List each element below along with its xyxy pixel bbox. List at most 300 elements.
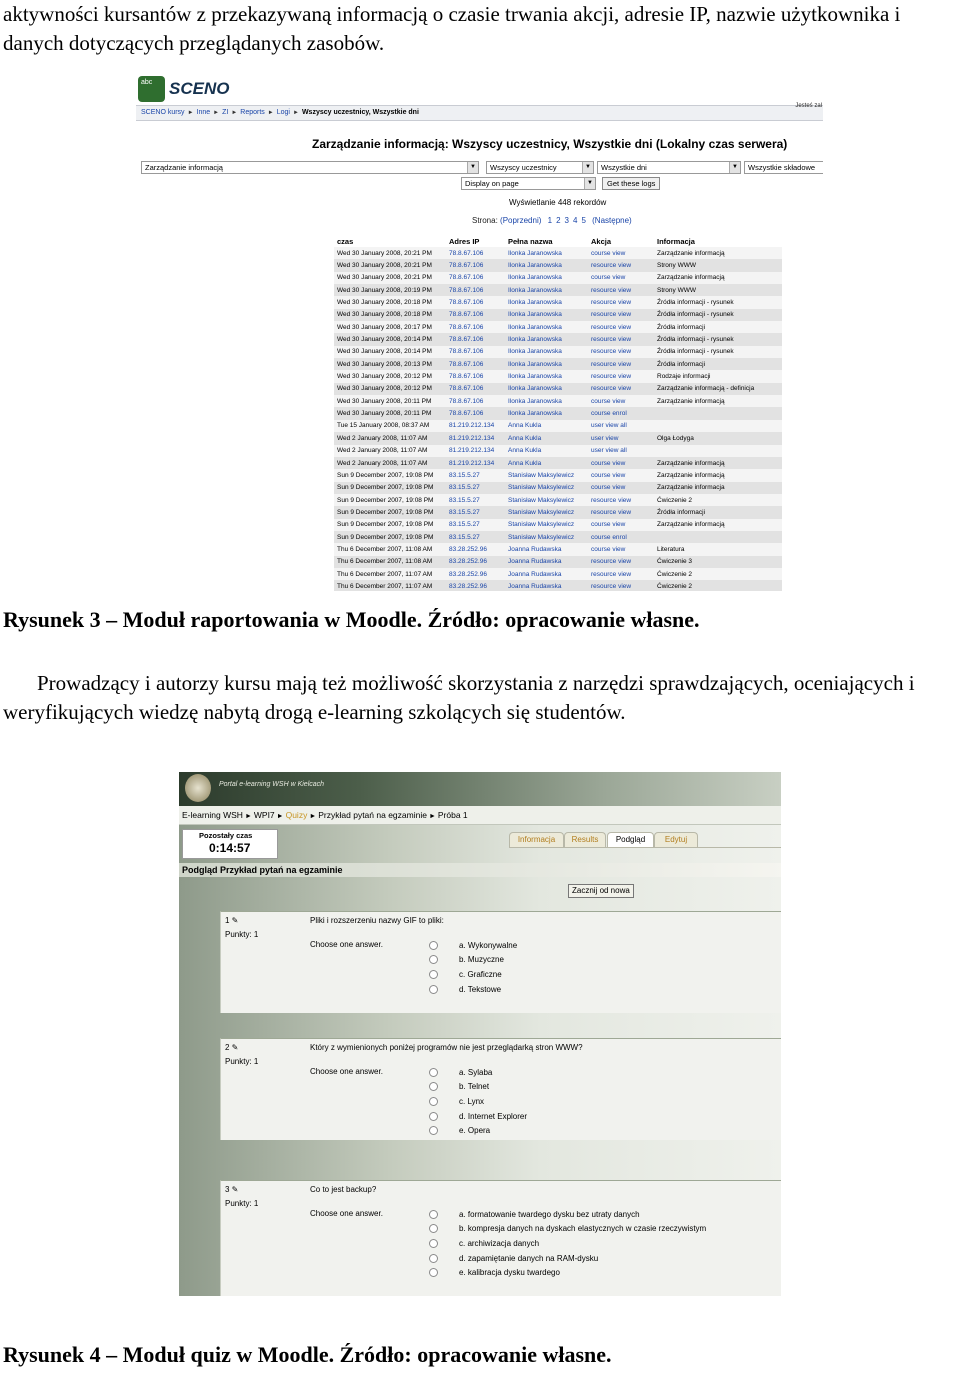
chevron-down-icon: ▼ (467, 162, 478, 173)
crumb-link[interactable]: Quizy (285, 810, 308, 820)
answer-option[interactable] (429, 1222, 706, 1236)
radio-button[interactable] (429, 1210, 438, 1219)
table-row (334, 247, 782, 259)
answer-label: d. zapamiętanie danych na RAM-dysku (459, 1253, 599, 1263)
table-row (334, 506, 782, 518)
display-select[interactable]: Display on page ▼ (461, 177, 596, 190)
answer-option[interactable] (429, 967, 502, 981)
log-link[interactable]: Ilonka Jaranowska (508, 373, 562, 381)
pagination-page[interactable]: 2 (556, 216, 561, 225)
table-cell (588, 445, 654, 457)
table-row (334, 309, 782, 321)
table-cell (654, 531, 782, 543)
answer-label: e. kalibracja dysku twardego (459, 1268, 560, 1278)
crumb-link[interactable]: Przykład pytań na egzaminie (318, 810, 427, 820)
table-cell (446, 247, 505, 259)
table-cell: Thu 6 December 2007, 11:07 AM (334, 568, 446, 580)
log-link[interactable]: course view (591, 459, 626, 467)
answer-label: e. Opera (459, 1126, 491, 1136)
chevron-down-icon: ▼ (729, 162, 740, 173)
table-row (334, 358, 782, 370)
table-cell: Thu 6 December 2007, 11:08 AM (334, 543, 446, 555)
start-over-button[interactable]: Zacznij od nowa (568, 884, 634, 898)
log-link[interactable]: resource view (591, 582, 632, 590)
question-text: Co to jest backup? (310, 1185, 377, 1194)
table-cell (588, 568, 654, 580)
table-cell (446, 556, 505, 568)
table-cell (588, 247, 654, 259)
breadcrumb (179, 806, 781, 825)
table-cell: Wed 30 January 2008, 20:18 PM (334, 309, 446, 321)
pagination (472, 216, 636, 225)
answer-option[interactable] (429, 1207, 640, 1221)
table-cell (505, 370, 588, 382)
table-cell (505, 469, 588, 481)
radio-button[interactable] (429, 985, 438, 994)
log-link[interactable]: 78.8.67.106 (449, 360, 484, 368)
log-link[interactable]: course view (591, 274, 626, 282)
table-cell (505, 383, 588, 395)
pagination-prev[interactable]: (Poprzedni) (500, 216, 542, 225)
table-cell: Ćwiczenie 2 (654, 494, 782, 506)
log-link[interactable]: 78.8.67.106 (449, 348, 484, 356)
crumb-link[interactable]: SCENO kursy (141, 109, 185, 116)
question-number: 2 (225, 1043, 230, 1052)
table-cell (446, 445, 505, 457)
table-row (334, 407, 782, 419)
table-cell (588, 259, 654, 271)
log-link[interactable]: 81.219.212.134 (449, 447, 495, 455)
radio-button[interactable] (429, 1126, 438, 1135)
log-link[interactable]: Stanisław Maksylewicz (508, 508, 575, 516)
log-link[interactable]: 83.15.5.27 (449, 521, 480, 529)
log-link[interactable]: 78.8.67.106 (449, 373, 484, 381)
choose-label: Choose one answer. (310, 1209, 383, 1218)
column-header: Adres IP (449, 237, 480, 246)
log-link[interactable]: 78.8.67.106 (449, 274, 484, 282)
table-row (334, 519, 782, 531)
table-cell: Sun 9 December 2007, 19:08 PM (334, 469, 446, 481)
log-link[interactable]: resource view (591, 262, 632, 270)
log-link[interactable]: 78.8.67.106 (449, 323, 484, 331)
table-cell (588, 432, 654, 444)
logo-board-icon: abc (138, 76, 165, 102)
table-row (334, 580, 782, 591)
table-cell (446, 543, 505, 555)
log-link[interactable]: resource view (591, 323, 632, 331)
table-cell: Sun 9 December 2007, 19:08 PM (334, 494, 446, 506)
log-link[interactable]: 83.15.5.27 (449, 471, 480, 479)
answer-option[interactable] (429, 1124, 490, 1138)
table-cell: Źródła informacji - rysunek (654, 346, 782, 358)
table-cell (588, 506, 654, 518)
table-cell: Thu 6 December 2007, 11:08 AM (334, 556, 446, 568)
table-cell (446, 309, 505, 321)
log-link[interactable]: 81.219.212.134 (449, 459, 495, 467)
table-row (334, 432, 782, 444)
log-link[interactable]: course view (591, 521, 626, 529)
table-cell (588, 272, 654, 284)
log-link[interactable]: resource view (591, 373, 632, 381)
logs-table (334, 236, 782, 591)
table-row (334, 321, 782, 333)
answer-option[interactable] (429, 1236, 539, 1250)
log-link[interactable]: 78.8.67.106 (449, 410, 484, 418)
log-link[interactable]: Anna Kukla (508, 422, 542, 430)
table-row (334, 383, 782, 395)
crumb-link[interactable]: Logi (276, 109, 290, 116)
radio-button[interactable] (429, 1268, 438, 1277)
table-cell: Zarządzanie informacją (654, 457, 782, 469)
log-link[interactable]: Stanisław Maksylewicz (508, 533, 575, 541)
course-select[interactable]: Zarządzanie informacją ▼ (141, 161, 479, 174)
answer-label: c. Graficzne (459, 969, 502, 979)
table-cell (588, 531, 654, 543)
table-cell: Wed 30 January 2008, 20:19 PM (334, 284, 446, 296)
radio-button[interactable] (429, 1097, 438, 1106)
table-cell (446, 272, 505, 284)
crumb-link[interactable]: Reports (240, 109, 265, 116)
log-link[interactable]: Anna Kukla (508, 447, 542, 455)
table-cell: Źródła informacji (654, 358, 782, 370)
table-cell: Zarządzanie informacja (654, 482, 782, 494)
log-link[interactable]: resource view (591, 311, 632, 319)
tab-informacja[interactable]: Informacja (509, 832, 564, 847)
crumb-current: Wszyscy uczestnicy, Wszystkie dni (301, 109, 419, 116)
log-link[interactable]: 78.8.67.106 (449, 262, 484, 270)
log-link[interactable]: 83.28.252.96 (449, 558, 487, 566)
table-cell: Źródła informacji - rysunek (654, 296, 782, 308)
log-link[interactable]: user view all (591, 447, 627, 455)
table-cell (446, 494, 505, 506)
log-link[interactable]: 83.15.5.27 (449, 533, 480, 541)
log-link[interactable]: resource view (591, 360, 632, 368)
tab-underline (509, 847, 781, 848)
table-cell: Thu 6 December 2007, 11:07 AM (334, 580, 446, 591)
table-cell: Źródła informacji (654, 321, 782, 333)
table-cell: Źródła informacji - rysunek (654, 333, 782, 345)
table-cell (446, 568, 505, 580)
log-link[interactable]: 78.8.67.106 (449, 299, 484, 307)
table-cell (588, 333, 654, 345)
log-link[interactable]: resource view (591, 385, 632, 393)
crumb-link[interactable]: WPI7 (253, 810, 275, 820)
tab-edytuj[interactable]: Edytuj (654, 832, 698, 847)
table-cell: Wed 2 January 2008, 11:07 AM (334, 457, 446, 469)
arrow-right-icon: ► (276, 813, 284, 820)
get-logs-button[interactable]: Get these logs (602, 177, 660, 190)
answer-label: a. Wykonywalne (459, 940, 518, 950)
table-cell (505, 309, 588, 321)
answer-option[interactable] (429, 1094, 484, 1108)
table-cell (588, 370, 654, 382)
pagination-page[interactable]: 1 (547, 216, 553, 225)
table-cell (446, 383, 505, 395)
table-cell (505, 580, 588, 591)
log-link[interactable]: course view (591, 397, 626, 405)
log-link[interactable]: 78.8.67.106 (449, 385, 484, 393)
table-cell: Wed 30 January 2008, 20:12 PM (334, 383, 446, 395)
arrow-right-icon: ► (428, 813, 436, 820)
table-cell: Literatura (654, 543, 782, 555)
log-link[interactable]: Ilonka Jaranowska (508, 397, 562, 405)
table-cell (505, 259, 588, 271)
table-cell (588, 321, 654, 333)
answer-option[interactable] (429, 1080, 489, 1094)
table-cell: Ćwiczenie 2 (654, 580, 782, 591)
table-cell: Wed 30 January 2008, 20:17 PM (334, 321, 446, 333)
table-cell: Strony WWW (654, 284, 782, 296)
log-link[interactable]: 83.28.252.96 (449, 570, 487, 578)
edit-pencil-icon[interactable]: ✎ (229, 1185, 239, 1194)
log-link[interactable]: Ilonka Jaranowska (508, 385, 562, 393)
table-cell: Wed 30 January 2008, 20:18 PM (334, 296, 446, 308)
table-cell (588, 407, 654, 419)
timer-label: Pozostały czas (199, 831, 253, 840)
table-cell (446, 519, 505, 531)
answer-label: b. Telnet (459, 1082, 490, 1092)
column-header: czas (337, 237, 354, 246)
answer-label: b. kompresja danych na dyskach elastycznych w czasie rzeczywistym (459, 1224, 707, 1234)
table-row (334, 457, 782, 469)
table-cell (588, 395, 654, 407)
breadcrumb (141, 109, 419, 116)
table-cell (505, 568, 588, 580)
log-link[interactable]: Stanisław Maksylewicz (508, 471, 575, 479)
table-cell (588, 580, 654, 591)
table-cell (505, 247, 588, 259)
tab-podglad[interactable]: Podgląd (607, 832, 654, 848)
log-link[interactable]: 83.15.5.27 (449, 484, 480, 492)
timer-value: 0:14:57 (209, 841, 251, 855)
radio-button[interactable] (429, 1224, 438, 1233)
radio-button[interactable] (429, 941, 438, 950)
table-cell: Zarządzanie informacją (654, 247, 782, 259)
tab-results[interactable]: Results (564, 832, 606, 847)
table-cell (505, 432, 588, 444)
table-cell: Sun 9 December 2007, 19:08 PM (334, 482, 446, 494)
table-row (334, 272, 782, 284)
question-points: Punkty: 1 (225, 930, 259, 939)
table-cell (588, 482, 654, 494)
table-cell (588, 556, 654, 568)
logo-text: SCENO (169, 79, 230, 98)
log-link[interactable]: Ilonka Jaranowska (508, 249, 562, 257)
log-link[interactable]: Ilonka Jaranowska (508, 262, 562, 270)
log-link[interactable]: Ilonka Jaranowska (508, 360, 562, 368)
log-link[interactable]: user view (591, 434, 619, 442)
arrow-right-icon: ► (213, 110, 220, 116)
log-link[interactable]: course view (591, 545, 626, 553)
log-link[interactable]: course view (591, 249, 626, 257)
log-link[interactable]: resource view (591, 348, 632, 356)
log-link[interactable]: Ilonka Jaranowska (508, 410, 562, 418)
radio-button[interactable] (429, 1112, 438, 1121)
table-cell (588, 309, 654, 321)
site-banner (179, 772, 781, 806)
log-link[interactable]: user view all (591, 422, 627, 430)
table-cell (446, 482, 505, 494)
table-cell: Wed 30 January 2008, 20:21 PM (334, 247, 446, 259)
answer-option[interactable] (429, 1065, 492, 1079)
table-cell: Wed 2 January 2008, 11:07 AM (334, 445, 446, 457)
crumb-link[interactable]: ZI (222, 109, 229, 116)
table-cell: Sun 9 December 2007, 19:08 PM (334, 506, 446, 518)
table-cell (446, 580, 505, 591)
log-link[interactable]: resource view (591, 570, 632, 578)
column-header: Informacja (657, 237, 695, 246)
log-link[interactable]: Stanisław Maksylewicz (508, 521, 575, 529)
radio-button[interactable] (429, 1082, 438, 1091)
table-cell (505, 272, 588, 284)
answer-option[interactable] (429, 1109, 527, 1123)
log-link[interactable]: Anna Kukla (508, 459, 542, 467)
log-link[interactable]: 83.15.5.27 (449, 496, 480, 504)
question-number: 3 (225, 1185, 230, 1194)
activities-select[interactable]: Wszystkie składowe (744, 161, 823, 174)
table-cell (505, 506, 588, 518)
crumb-current: Próba 1 (437, 810, 468, 820)
edit-pencil-icon[interactable]: ✎ (229, 916, 239, 925)
log-link[interactable]: course view (591, 484, 626, 492)
pagination-next[interactable]: (Następne) (592, 216, 632, 225)
pagination-page[interactable]: 3 (564, 216, 569, 225)
table-cell (446, 395, 505, 407)
table-cell (588, 420, 654, 432)
table-row (334, 445, 782, 457)
log-link[interactable]: Ilonka Jaranowska (508, 299, 562, 307)
log-link[interactable]: Stanisław Maksylewicz (508, 496, 575, 504)
table-cell (446, 420, 505, 432)
log-link[interactable]: Ilonka Jaranowska (508, 274, 562, 282)
arrow-right-icon: ► (267, 110, 274, 116)
table-cell (588, 469, 654, 481)
days-select[interactable]: Wszystkie dni ▼ (597, 161, 741, 174)
answer-option[interactable] (429, 938, 517, 952)
answer-label: d. Tekstowe (459, 984, 502, 994)
table-cell: Olga Łodyga (654, 432, 782, 444)
question-block (220, 911, 781, 1013)
log-link[interactable]: resource view (591, 508, 632, 516)
arrow-right-icon: ► (187, 110, 194, 116)
edit-pencil-icon[interactable]: ✎ (229, 1043, 239, 1052)
answer-option[interactable] (429, 953, 504, 967)
log-link[interactable]: Joanna Rudawska (508, 582, 562, 590)
column-header: Akcja (591, 237, 612, 246)
log-link[interactable]: Ilonka Jaranowska (508, 336, 562, 344)
table-cell (446, 457, 505, 469)
log-link[interactable]: Joanna Rudawska (508, 570, 562, 578)
log-link[interactable]: Stanisław Maksylewicz (508, 484, 575, 492)
log-link[interactable]: Ilonka Jaranowska (508, 348, 562, 356)
table-cell (446, 506, 505, 518)
log-link[interactable]: Joanna Rudawska (508, 558, 562, 566)
records-count: Wyświetlanie 448 rekordów (509, 198, 607, 207)
table-cell (505, 346, 588, 358)
radio-button[interactable] (429, 1239, 438, 1248)
radio-button[interactable] (429, 955, 438, 964)
figure-moodle-quiz (179, 772, 781, 1296)
radio-button[interactable] (429, 1068, 438, 1077)
crumb-link[interactable]: E-learning WSH (182, 810, 243, 820)
pagination-page[interactable]: 5 (581, 216, 586, 225)
quiz-header: Podgląd Przykład pytań na egzaminie (179, 863, 781, 877)
log-link[interactable]: Joanna Rudawska (508, 545, 562, 553)
log-link[interactable]: resource view (591, 299, 632, 307)
log-link[interactable]: Anna Kukla (508, 434, 542, 442)
log-link[interactable]: 81.219.212.134 (449, 422, 495, 430)
log-link[interactable]: course enrol (591, 410, 627, 418)
pagination-page[interactable]: 4 (572, 216, 578, 225)
log-link[interactable]: course enrol (591, 533, 627, 541)
answer-option[interactable] (429, 982, 501, 996)
log-link[interactable]: Ilonka Jaranowska (508, 311, 562, 319)
log-link[interactable]: 81.219.212.134 (449, 434, 495, 442)
log-link[interactable]: resource view (591, 558, 632, 566)
table-cell: Wed 30 January 2008, 20:21 PM (334, 272, 446, 284)
crumb-link[interactable]: Inne (196, 109, 211, 116)
table-row (334, 556, 782, 568)
arrow-right-icon: ► (292, 110, 299, 116)
log-link[interactable]: 78.8.67.106 (449, 249, 484, 257)
table-cell (505, 395, 588, 407)
participants-select[interactable]: Wszyscy uczestnicy ▼ (486, 161, 594, 174)
table-cell: Źródła informacji (654, 506, 782, 518)
table-cell (588, 494, 654, 506)
table-cell: Wed 30 January 2008, 20:14 PM (334, 346, 446, 358)
table-row (334, 370, 782, 382)
log-link[interactable]: Ilonka Jaranowska (508, 286, 562, 294)
log-link[interactable]: 83.28.252.96 (449, 545, 487, 553)
table-cell (505, 321, 588, 333)
table-row (334, 395, 782, 407)
answer-option[interactable] (429, 1266, 560, 1280)
log-link[interactable]: 78.8.67.106 (449, 311, 484, 319)
arrow-right-icon: ► (309, 813, 317, 820)
table-cell: Wed 2 January 2008, 11:07 AM (334, 432, 446, 444)
table-cell (505, 333, 588, 345)
question-number: 1 (225, 916, 230, 925)
log-link[interactable]: Ilonka Jaranowska (508, 323, 562, 331)
table-cell (505, 482, 588, 494)
log-link[interactable]: course view (591, 471, 626, 479)
choose-label: Choose one answer. (310, 940, 383, 949)
table-cell (446, 346, 505, 358)
log-link[interactable]: resource view (591, 336, 632, 344)
radio-button[interactable] (429, 1254, 438, 1263)
log-link[interactable]: 83.28.252.96 (449, 582, 487, 590)
table-cell: Strony WWW (654, 259, 782, 271)
table-cell (505, 531, 588, 543)
figure4-caption: Rysunek 4 – Moduł quiz w Moodle. Źródło: opracowanie własne. (3, 1342, 612, 1367)
table-cell (446, 284, 505, 296)
radio-button[interactable] (429, 970, 438, 979)
log-link[interactable]: 78.8.67.106 (449, 336, 484, 344)
question-info (225, 1185, 258, 1208)
question-text: Pliki i rozszerzeniu nazwy GIF to pliki: (310, 916, 444, 925)
log-link[interactable]: resource view (591, 496, 632, 504)
login-info: Jesteś zal (795, 103, 822, 109)
log-link[interactable]: 78.8.67.106 (449, 286, 484, 294)
table-cell (505, 284, 588, 296)
table-cell (505, 445, 588, 457)
log-link[interactable]: 78.8.67.106 (449, 397, 484, 405)
answer-label: d. Internet Explorer (459, 1111, 528, 1121)
log-link[interactable]: resource view (591, 286, 632, 294)
answer-option[interactable] (429, 1251, 598, 1265)
table-cell: Zarządzanie informacją (654, 395, 782, 407)
log-link[interactable]: 83.15.5.27 (449, 508, 480, 516)
